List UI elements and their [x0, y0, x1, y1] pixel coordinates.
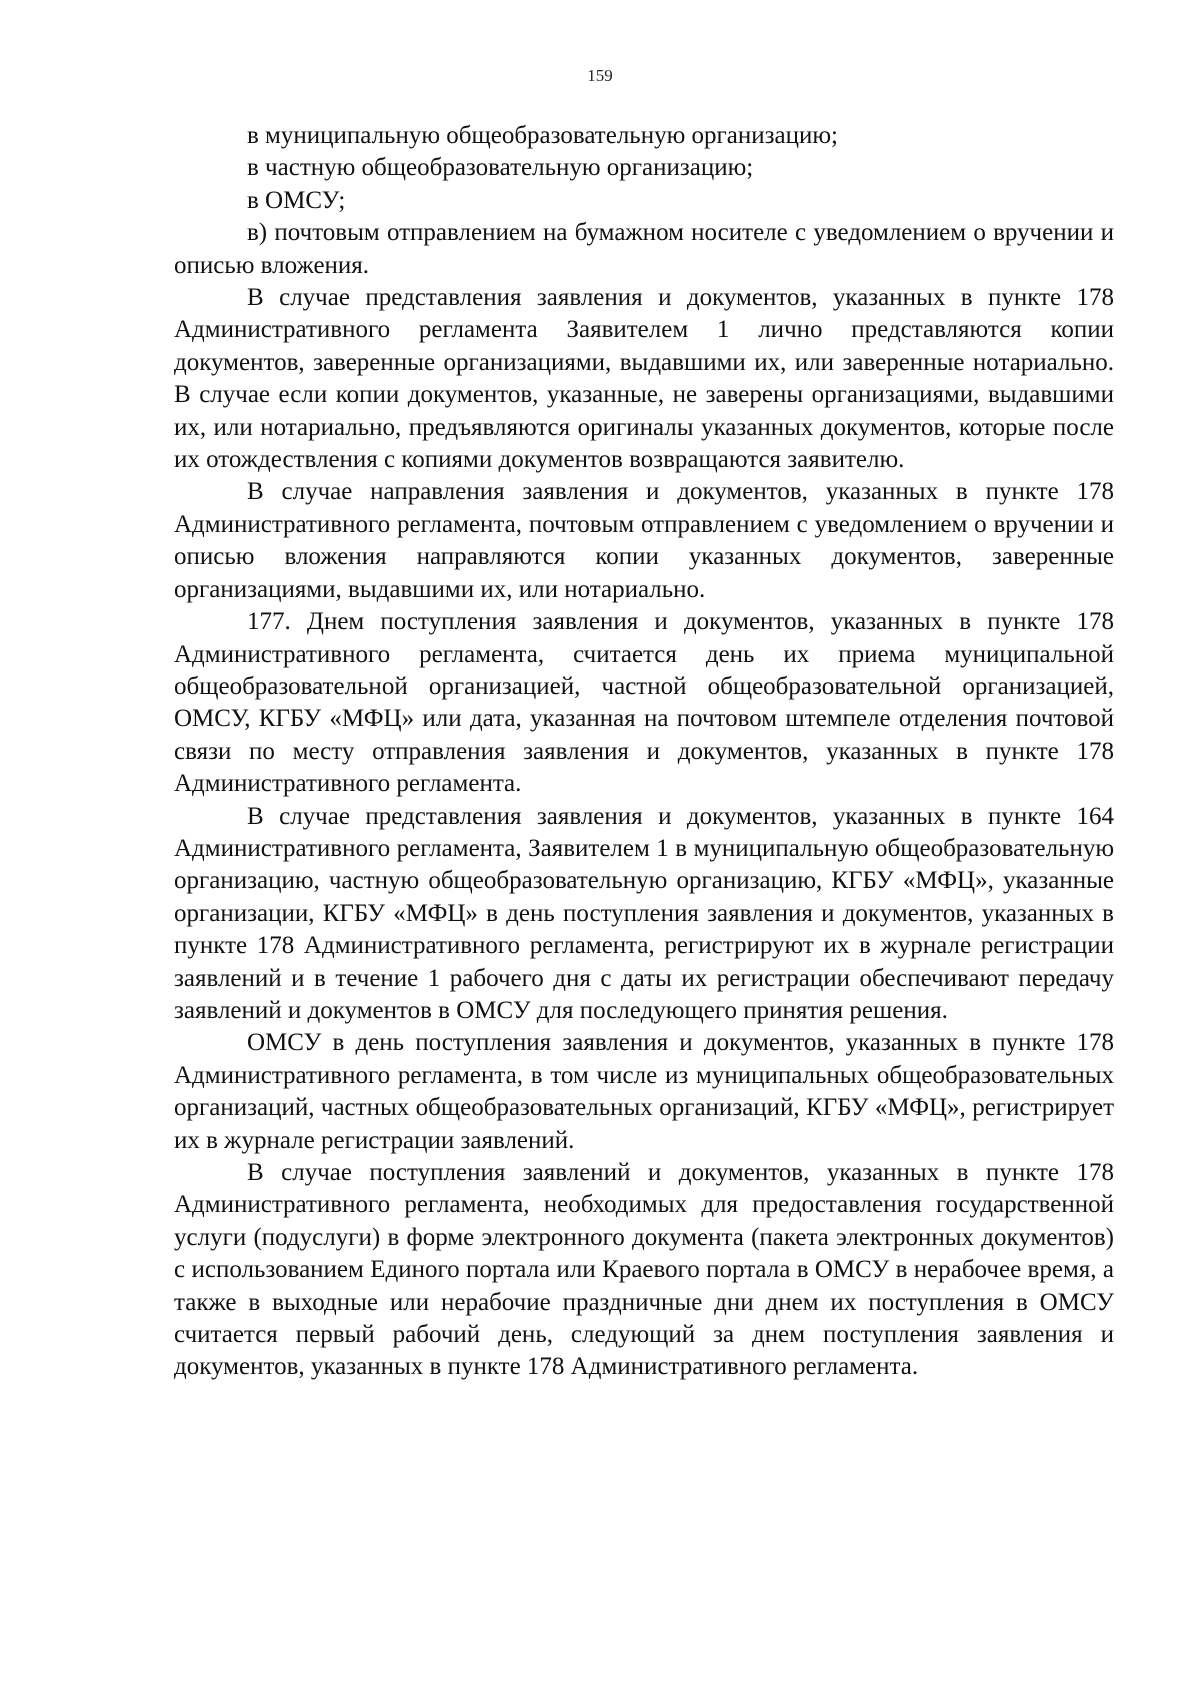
paragraph-postal-submission: В случае направления заявления и документов, указанных в пункте 178 Административного регламента, почтовым отправлением с уведомлением о вручении и описью вложения направляются копии указанных документов, заверенные организациями, выдавшими их, или нотариально. [174, 478, 1114, 603]
paragraph-registration-organizations: В случае представления заявления и документов, указанных в пункте 164 Административного регламента, Заявителем 1 в муниципальную общеобразовательную организацию, частную общеобразовательную организацию, КГБУ «МФЦ», указанные организации, КГБУ «МФЦ» в день поступления заявления и документов, указанных в пункте 178 Административного регламента, регистрируют их в журнале регистрации заявлений и в течение 1 рабочего дня с даты их регистрации обеспечивают передачу заявлений и документов в ОМСУ для последующего принятия решения. [174, 802, 1114, 1024]
document-body [174, 120, 1114, 1384]
list-item-private-school: в частную общеобразовательную организацию; [247, 154, 754, 182]
list-item-municipal-school: в муниципальную общеобразовательную организацию; [247, 122, 838, 149]
paragraph-personal-submission: В случае представления заявления и документов, указанных в пункте 178 Административного регламента Заявителем 1 лично представляются копии документов, заверенные организациями, выдавшими их, или заверенные нотариально. В случае если копии документов, указанные, не заверены организациями, выдавшими их, или нотариально, предъявляются оригиналы указанных документов, которые после их отождествления с копиями документов возвращаются заявителю. [174, 284, 1114, 474]
page-number: 159 [587, 66, 613, 85]
paragraph-electronic-submission: В случае поступления заявлений и документов, указанных в пункте 178 Административного регламента, необходимых для предоставления государственной услуги (подуслуги) в форме электронного документа (пакета электронных документов) с использованием Единого портала или Краевого портала в ОМСУ в нерабочее время, а также в выходные или нерабочие праздничные дни днем их поступления в ОМСУ считается первый рабочий день, следующий за днем поступления заявления и документов, указанных в пункте 178 Административного регламента. [174, 1159, 1114, 1381]
list-item-omsu: в ОМСУ; [247, 186, 346, 214]
paragraph-postal-delivery: в) почтовым отправлением на бумажном носителе с уведомлением о вручении и описью вложения. [174, 219, 1114, 279]
paragraph-omsu-registration: ОМСУ в день поступления заявления и документов, указанных в пункте 178 Административного регламента, в том числе из муниципальных общеобразовательных организаций, частных общеобразовательных организаций, КГБУ «МФЦ», регистрирует их в журнале регистрации заявлений. [174, 1029, 1114, 1154]
paragraph-clause-177: 177. Днем поступления заявления и документов, указанных в пункте 178 Административного регламента, считается день их приема муниципальной общеобразовательной организацией, частной общеобразовательной организацией, ОМСУ, КГБУ «МФЦ» или дата, указанная на почтовом штемпеле отделения почтовой связи по месту отправления заявления и документов, указанных в пункте 178 Административного регламента. [174, 608, 1114, 798]
